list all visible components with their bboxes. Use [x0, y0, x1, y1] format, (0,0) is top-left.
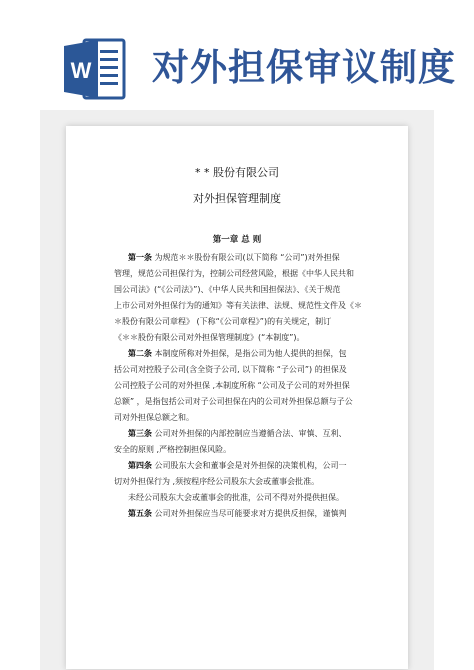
line-text: 上市公司对外担保行为的通知》等有关法律、法规、规范性文件及《＊ — [114, 301, 362, 310]
body-line — [114, 314, 364, 330]
line-text: 总额” ，是指包括公司对子公司担保在内的公司对外担保总额与子公 — [114, 397, 353, 406]
line-text: 公司股东大会和董事会是对外担保的决策机构，公司一 — [152, 461, 347, 470]
body-line — [114, 362, 364, 378]
line-text: 国公司法》(“《公司法》”)、《中华人民共和国担保法》、《关于规范 — [114, 285, 341, 294]
body-line — [114, 346, 364, 362]
document-page — [66, 126, 408, 669]
line-text: 本制度所称对外担保，是指公司为他人提供的担保，包 — [152, 349, 347, 358]
body-line — [114, 282, 364, 298]
body-line — [114, 506, 364, 522]
body-line — [114, 250, 364, 266]
banner-title: 对外担保审议制度 — [152, 46, 456, 89]
article-number: 第四条 — [128, 461, 152, 470]
article-number: 第一条 — [128, 253, 152, 262]
body-line — [114, 266, 364, 282]
body-line — [114, 378, 364, 394]
line-text: 公司对外担保的内部控制应当遵循合法、审慎、互利、 — [152, 429, 347, 438]
body-line — [114, 442, 364, 458]
banner — [0, 0, 474, 112]
line-text: 未经公司股东大会或董事会的批准，公司不得对外提供担保。 — [128, 493, 344, 502]
body-line — [114, 426, 364, 442]
chapter-heading: 第一章 总 则 — [212, 235, 262, 245]
document-body — [114, 250, 364, 522]
body-line — [114, 490, 364, 506]
line-text: 《＊＊股份有限公司对外担保管理制度》(“本制度”)。 — [114, 333, 305, 342]
body-line — [114, 394, 364, 410]
line-text: 公司对外担保应当尽可能要求对方提供反担保，谨慎判 — [152, 509, 347, 518]
article-number: 第三条 — [128, 429, 152, 438]
article-number: 第二条 — [128, 349, 152, 358]
line-text: 公司控股子公司的对外担保 ,本制度所称 “公司及子公司的对外担保 — [114, 381, 350, 390]
document-company: * * 股份有限公司 — [195, 166, 279, 179]
article-number: 第五条 — [128, 509, 152, 518]
line-text: 为规范＊＊股份有限公司(以下简称 “公司”)对外担保 — [152, 253, 340, 262]
line-text: ＊股份有限公司章程》 (下称“《公司章程》”)的有关规定，制订 — [114, 317, 332, 326]
word-icon-letter: W — [70, 58, 92, 83]
word-icon — [62, 36, 128, 102]
body-line — [114, 298, 364, 314]
line-text: 切对外担保行为 ,须按程序经公司股东大会或董事会批准。 — [114, 477, 320, 486]
line-text: 管理，规范公司担保行为，控制公司经营风险，根据《中华人民共和 — [114, 269, 354, 278]
line-text: 安全的原则 ,严格控制担保风险。 — [114, 445, 232, 454]
body-line — [114, 410, 364, 426]
document-title: 对外担保管理制度 — [193, 192, 281, 205]
body-line — [114, 330, 364, 346]
body-line — [114, 458, 364, 474]
line-text: 括公司对控股子公司(含全资子公司, 以下简称 “子公司”) 的担保及 — [114, 365, 347, 374]
line-text: 司对外担保总额之和。 — [114, 413, 194, 422]
body-line — [114, 474, 364, 490]
